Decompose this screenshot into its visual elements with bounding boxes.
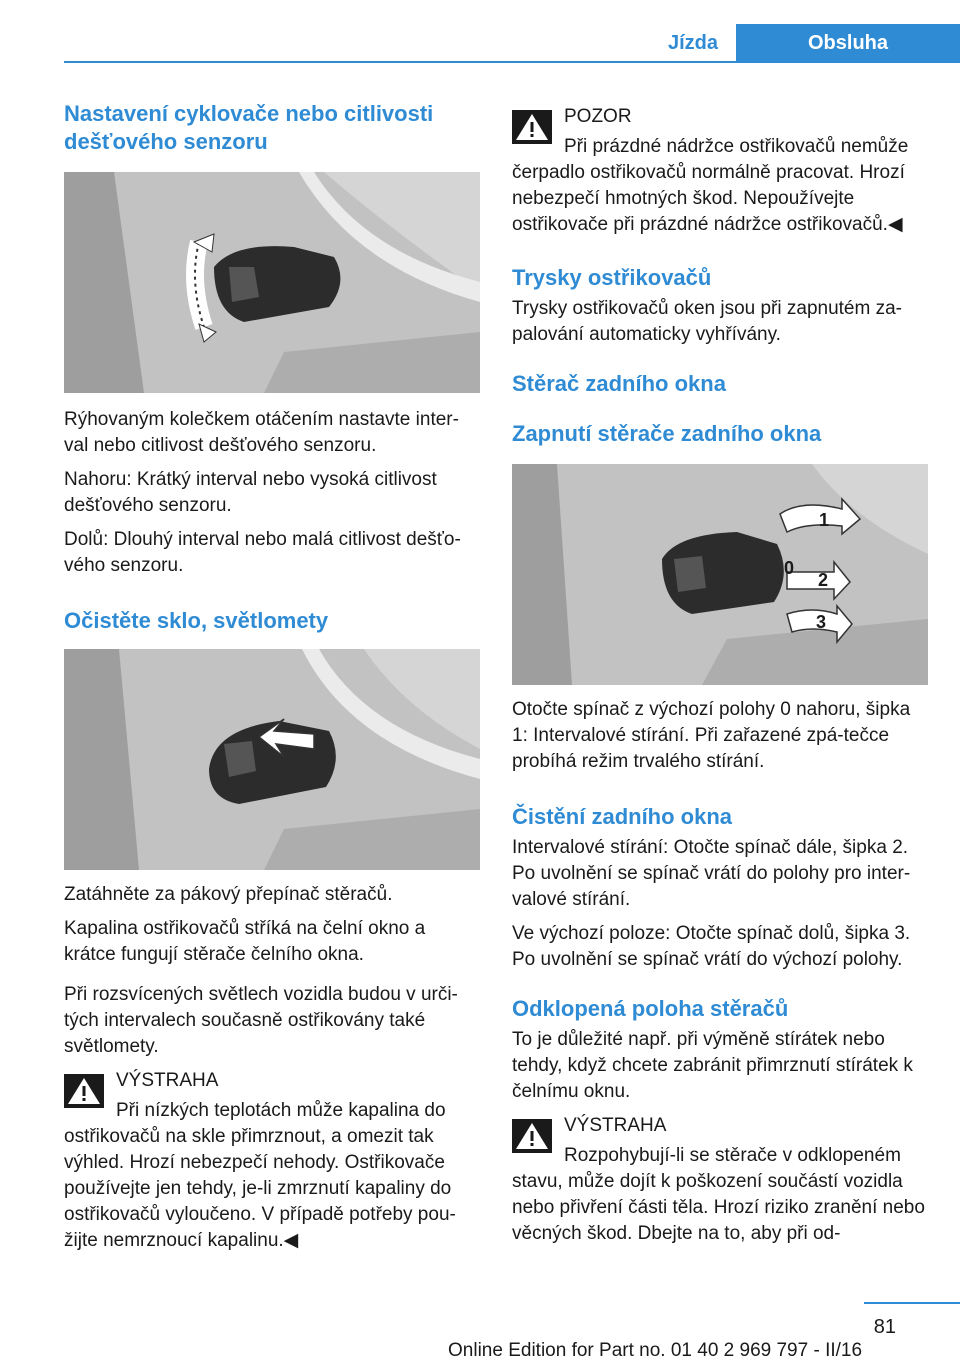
heading-trysky: Trysky ostřikovačů: [512, 265, 712, 290]
warning-icon: [512, 110, 552, 144]
text-otocte: Otočte spínač z výchozí polohy 0 nahoru, šipka 1: Intervalové stírání. Při zařazené zpá‐tečce probíhá režim trvalého stírání.: [512, 699, 911, 772]
arrow-label-3: 3: [816, 612, 827, 632]
heading-ocistete: Očistěte sklo, světlomety: [64, 608, 329, 633]
text-wheel: Rýhovaným kolečkem otáčením nastavte inter‐val nebo citlivost dešťového senzoru.: [64, 409, 459, 456]
text-pull: Zatáhněte za pákový přepínač stěračů.: [64, 884, 393, 905]
position-label-0: 0: [784, 558, 795, 578]
heading-cisteni: Čistění zadního okna: [512, 804, 733, 829]
warning-block-left: [64, 1068, 480, 1254]
text-up: Nahoru: Krátký interval nebo vysoká citlivost dešťového senzoru.: [64, 469, 437, 516]
figure-pull-lever: [64, 649, 480, 870]
figure-wheel-adjust: [64, 172, 480, 393]
heading-cyklovac: Nastavení cyklovače nebo citlivosti dešťového senzoru: [64, 101, 434, 154]
warning-icon: [512, 1119, 552, 1153]
arrow-label-1: 1: [819, 510, 830, 530]
figure-rear-wiper: [512, 464, 928, 685]
right-column: [512, 100, 928, 1247]
text-cisteni-1: Intervalové stírání: Otočte spínač dále, šipka 2. Po uvolnění se spínač vrátí do polohy pro inter‐valové stírání.: [512, 837, 911, 910]
left-column: [64, 100, 480, 1254]
text-spray: Kapalina ostřikovačů stříká na čelní okno a krátce fungují stěrače čelního okna.: [64, 918, 426, 965]
heading-zapnuti: Zapnutí stěrače zadního okna: [512, 421, 822, 446]
warning-title: VÝSTRAHA: [116, 1070, 219, 1091]
heading-odklopena: Odklopená poloha stěračů: [512, 996, 789, 1021]
warning-text: stavu, může dojít k poškození součástí vozidla nebo přivření části těla. Hrozí riziko zranění nebo věcných škod. Dbejte na to, aby při od‐: [512, 1171, 925, 1244]
caution-text: čerpadlo ostřikovačů normálně pracovat. Hrozí nebezpečí hmotných škod. Nepoužívejte ostřikovače při prázdné nádržce ostřikovačů.◀: [512, 162, 905, 235]
warning-text: ostřikovačů na skle přimrznout, a omezit tak výhled. Hrozí nebezpečí nehody. Ostřikovače používejte jen tehdy, je-li zmrznutí kapaliny do ostřikovačů vyloučeno. V případě potřeby pou‐žijte nemrznoucí kapalinu.◀: [64, 1126, 456, 1251]
text-trysky: Trysky ostřikovačů oken jsou při zapnutém za‐palování automaticky vyhřívány.: [512, 298, 903, 345]
footer-rule: [864, 1302, 960, 1304]
tab-jizda[interactable]: Jízda: [667, 32, 719, 54]
edition-text: Online Edition for Part no. 01 40 2 969 797 - II/16: [448, 1340, 863, 1361]
caution-title: POZOR: [564, 106, 632, 127]
text-odklopena: To je důležité např. při výměně stírátek nebo tehdy, když chcete zabránit přimrznutí stírátek k čelnímu oknu.: [512, 1029, 913, 1102]
warning-first-line: Při nízkých teplotách může kapalina do: [116, 1100, 446, 1121]
heading-sterac-zadni: Stěrač zadního okna: [512, 371, 726, 396]
text-headlights: Při rozsvícených světlech vozidla budou v urči‐tých intervalech současně ostřikovány také světlomety.: [64, 984, 458, 1057]
warning-first-line: Rozpohybují-li se stěrače v odklopeném: [564, 1145, 901, 1166]
warning-title: VÝSTRAHA: [564, 1115, 667, 1136]
warning-icon: [64, 1074, 104, 1108]
warning-block-right: [512, 1113, 928, 1247]
page-number: 81: [873, 1316, 896, 1338]
caution-first-line: Při prázdné nádržce ostřikovačů nemůže: [564, 136, 909, 157]
caution-block: [512, 104, 928, 238]
tab-obsluha[interactable]: Obsluha: [736, 24, 960, 63]
text-cisteni-2: Ve výchozí poloze: Otočte spínač dolů, šipka 3. Po uvolnění se spínač vrátí do výchozí polohy.: [512, 923, 911, 970]
header-rule: [64, 61, 960, 63]
arrow-label-2: 2: [818, 570, 829, 590]
text-down: Dolů: Dlouhý interval nebo malá citlivost dešťo‐vého senzoru.: [64, 529, 461, 576]
